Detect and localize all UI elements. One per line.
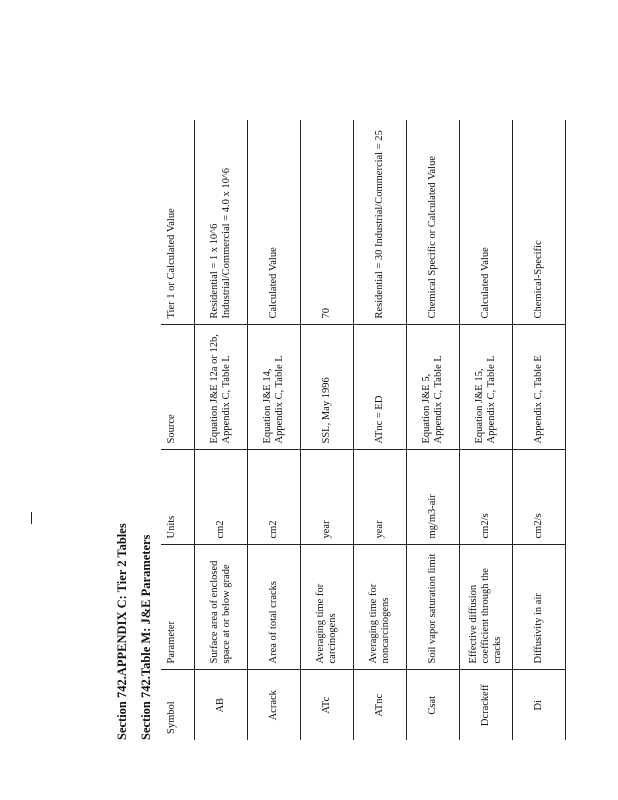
table-title: Section 742.Table M: J&E Parameters: [139, 534, 153, 740]
col-header-symbol: Symbol: [161, 670, 195, 740]
cell-symbol: Acrack: [248, 670, 301, 740]
cell-symbol: ATc: [301, 670, 354, 740]
table-row: [513, 120, 566, 740]
cell-symbol: Csat: [407, 670, 460, 740]
cell-source: SSL, May 1996: [301, 325, 354, 450]
table-row: [248, 120, 301, 740]
col-header-source: Source: [161, 325, 195, 450]
cell-parameter: Surface area of enclosed space at or below grade: [195, 545, 248, 670]
cell-parameter: Diffusivity in air: [513, 545, 566, 670]
cell-units: cm2: [248, 450, 301, 545]
cell-source: Equation J&E 15, Appendix C, Table L: [460, 325, 513, 450]
cell-parameter: Effective diffusion coefficient through the cracks: [460, 545, 513, 670]
cell-symbol: AB: [195, 670, 248, 740]
cell-parameter: Soil vapor saturation limit: [407, 545, 460, 670]
cell-units: mg/m3-air: [407, 450, 460, 545]
cell-units: cm2/s: [513, 450, 566, 545]
cell-symbol: Di: [513, 670, 566, 740]
cell-value: Chemical-Specific: [513, 120, 566, 325]
cell-units: year: [354, 450, 407, 545]
cell-source: Equation J&E 5, Appendix C, Table L: [407, 325, 460, 450]
cell-value: Calculated Value: [248, 120, 301, 325]
cell-source: ATnc = ED: [354, 325, 407, 450]
table-row: [460, 120, 513, 740]
cell-symbol: ATnc: [354, 670, 407, 740]
je-parameters-table: [161, 120, 566, 740]
col-header-value: Tier 1 or Calculated Value: [161, 120, 195, 325]
page-margin-mark: [31, 512, 32, 524]
section-title: Section 742.APPENDIX C: Tier 2 Tables: [115, 523, 129, 740]
cell-symbol: Dcrackeff: [460, 670, 513, 740]
cell-units: cm2/s: [460, 450, 513, 545]
cell-value: Residential = 30 Industrial/Commercial = 25: [354, 120, 407, 325]
table-row: [354, 120, 407, 740]
cell-parameter: Averaging time for noncarcinogens: [354, 545, 407, 670]
cell-value: Chemical Specific or Calculated Value: [407, 120, 460, 325]
col-header-units: Units: [161, 450, 195, 545]
table-row: [301, 120, 354, 740]
cell-value: Calculated Value: [460, 120, 513, 325]
cell-units: year: [301, 450, 354, 545]
cell-parameter: Averaging time for carcinogens: [301, 545, 354, 670]
table-row: [407, 120, 460, 740]
cell-source: Equation J&E 14, Appendix C, Table L: [248, 325, 301, 450]
cell-parameter: Area of total cracks: [248, 545, 301, 670]
cell-source: Equation J&E 12a or 12b, Appendix C, Table L: [195, 325, 248, 450]
cell-value: 70: [301, 120, 354, 325]
rotated-page-content: [115, 120, 555, 740]
col-header-parameter: Parameter: [161, 545, 195, 670]
cell-value: Residential = 1 x 10^6 Industrial/Commercial = 4.0 x 10^6: [195, 120, 248, 325]
cell-units: cm2: [195, 450, 248, 545]
table-header-row: [161, 120, 195, 740]
table-row: [195, 120, 248, 740]
cell-source: Appendix C, Table E: [513, 325, 566, 450]
